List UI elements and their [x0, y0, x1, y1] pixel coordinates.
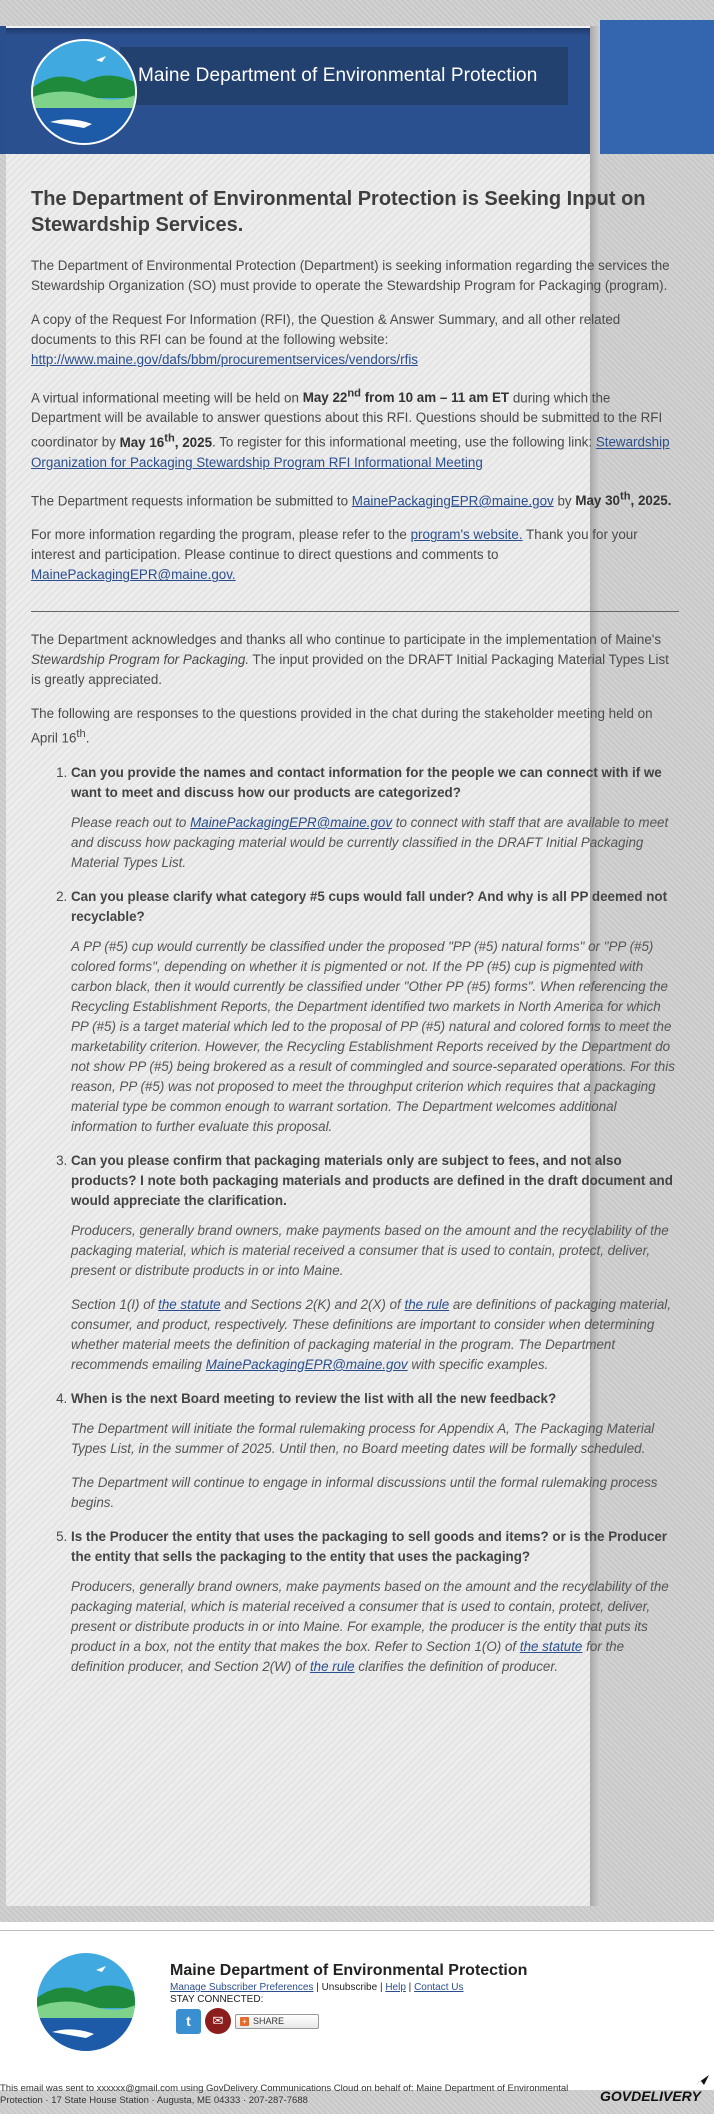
- header-shade: [6, 28, 590, 36]
- header: [6, 26, 590, 154]
- answer-5: [71, 1577, 681, 1677]
- more-info-text-b: Thank you for your interest and participation. Please continue to direct questions and comments to: [31, 527, 638, 563]
- share-label: SHARE: [253, 2016, 285, 2026]
- qa-item-4: [71, 1389, 681, 1513]
- header-org-name: Maine Department of Environmental Protection: [138, 65, 538, 86]
- responses-intro-text: The following are responses to the questions provided in the chat during the stakeholder meeting held on April 16: [31, 706, 653, 746]
- govdelivery-icon: [694, 2074, 710, 2086]
- ack-program-name: Stewardship Program for Packaging.: [31, 652, 250, 668]
- answer-3b: [71, 1295, 681, 1375]
- qa-item-1: [71, 763, 681, 873]
- footer-links: [170, 1982, 464, 1993]
- submission-date-year: , 2025.: [630, 493, 672, 509]
- question-deadline: [119, 432, 213, 450]
- contact-email-link[interactable]: MainePackagingEPR@maine.gov.: [31, 567, 236, 583]
- qa-item-5: [71, 1527, 681, 1677]
- answer-1-a: Please reach out to: [71, 814, 191, 830]
- social-icons: [176, 2008, 319, 2034]
- twitter-icon[interactable]: t: [176, 2009, 201, 2034]
- question-4: 4. When is the next Board meeting to review the list with all the new feedback?: [71, 1390, 557, 1406]
- share-plus-icon: +: [240, 2017, 249, 2026]
- submission-date-sup: th: [619, 490, 631, 503]
- footer-note: This email was sent to xxxxxx@gmail.com using GovDelivery Communications Cloud on behalf of: Maine Department of Environmental Protection · 17 State House Station · Augusta, ME 04333 · 207-287-7688: [0, 2083, 569, 2106]
- question-5: 5. Is the Producer the entity that uses the packaging to sell goods and items? or is the Producer the entity that sells the packaging to the entity that uses the packaging?: [71, 1528, 668, 1564]
- divider: [31, 611, 679, 612]
- rfi-link[interactable]: http://www.maine.gov/dafs/bbm/procurementservices/vendors/rfis: [31, 352, 419, 367]
- meeting-date-text: May 22: [302, 390, 348, 406]
- answer-4a: The Department will initiate the formal rulemaking process for Appendix A, The Packaging Material Types List, in the summer of 2025. Until then, no Board meeting dates will be formally scheduled.: [71, 1420, 655, 1456]
- deadline-year: , 2025: [174, 434, 213, 450]
- answer-5-statute-link[interactable]: the statute: [519, 1638, 583, 1654]
- answer-3b-4: with specific examples.: [407, 1356, 549, 1372]
- answer-5-3: clarifies the definition of producer.: [354, 1658, 559, 1674]
- page-title: The Department of Environmental Protection is Seeking Input on Stewardship Services.: [31, 188, 646, 236]
- qa-item-2: [71, 887, 681, 1137]
- dep-logo-icon: [30, 38, 138, 146]
- meeting-date: [303, 390, 509, 405]
- submission-text-a: The Department requests information be submitted to: [31, 493, 352, 509]
- meeting-paragraph: [31, 384, 681, 473]
- meeting-time: from 10 am – 11 am ET: [361, 390, 510, 406]
- qa-item-3: [71, 1151, 681, 1375]
- footer-divider: [0, 1930, 714, 1931]
- email-icon[interactable]: ✉: [205, 2008, 231, 2034]
- meeting-text-c: . To register for this informational meeting, use the following link:: [212, 434, 596, 450]
- share-button[interactable]: [235, 2014, 319, 2029]
- question-1: 1. Can you provide the names and contact information for the people we can connect with if we want to meet and discuss how our products are categorized?: [71, 764, 662, 800]
- more-info-paragraph: [31, 525, 681, 585]
- responses-intro: [31, 704, 681, 748]
- help-link[interactable]: Help: [385, 1982, 406, 1993]
- header-banner: [120, 47, 568, 105]
- intro-paragraph: The Department of Environmental Protection (Department) is seeking information regarding the services the Stewardship Organization (SO) must provide to operate the Stewardship Program for Packaging (program).: [31, 258, 670, 293]
- answer-4b: The Department will continue to engage in informal discussions until the formal rulemaking process begins.: [71, 1474, 658, 1510]
- deadline-sup: th: [164, 432, 175, 445]
- manage-preferences-link[interactable]: Manage Subscriber Preferences: [170, 1982, 314, 1993]
- govdelivery-brand[interactable]: GOVDELIVERY: [600, 2088, 701, 2104]
- rfi-text: A copy of the Request For Information (RFI), the Question & Answer Summary, and all other related documents to this RFI can be found at the following website:: [31, 312, 621, 347]
- meeting-register-link[interactable]: Stewardship Organization for Packaging Stewardship Program RFI Informational Meeting: [31, 434, 670, 470]
- submission-date: [575, 490, 672, 509]
- footer: [0, 1922, 714, 2090]
- meeting-date-sup: nd: [347, 388, 361, 400]
- ack-text-b: The input provided on the DRAFT Initial Packaging Material Types List is greatly appreciated.: [31, 652, 669, 688]
- answer-3b-1: Section 1(I) of: [71, 1296, 159, 1312]
- answer-5-1: Producers, generally brand owners, make payments based on the amount and the recyclability of the packaging material, which is material received a consumer that is used to contain, protect, deliver, present or distribute products in or into Maine. For example, the producer is the entity that puts its product in a box, not the entity that makes the box. Refer to Section 1(O) of: [71, 1578, 669, 1654]
- answer-5-2: for the definition producer, and Section 2(W) of: [71, 1638, 625, 1674]
- question-3: 3. Can you please confirm that packaging materials only are subject to fees, and not also products? I note both packaging materials and products are defined in the draft document and would appreciate the clarification.: [71, 1152, 673, 1208]
- answer-1-email-link[interactable]: MainePackagingEPR@maine.gov: [190, 814, 393, 830]
- header-accent: [600, 20, 714, 154]
- deadline-text: May 16: [119, 434, 165, 450]
- footer-title: Maine Department of Environmental Protection: [170, 1962, 528, 1979]
- stay-connected-label: STAY CONNECTED:: [170, 1994, 264, 2005]
- submission-email-link[interactable]: MainePackagingEPR@maine.gov: [351, 493, 554, 509]
- statute-link[interactable]: the statute: [158, 1296, 221, 1312]
- answer-3a: Producers, generally brand owners, make payments based on the amount and the recyclability of the packaging material, which is material received a consumer that is used to contain, protect, deliver, present or distribute products in or into Maine.: [71, 1222, 669, 1278]
- ack-text-a: The Department acknowledges and thanks all who continue to participate in the implementation of Maine's: [31, 632, 662, 648]
- submission-paragraph: [31, 487, 681, 511]
- acknowledgement-paragraph: [31, 630, 681, 690]
- contact-us-link[interactable]: Contact Us: [414, 1982, 464, 1993]
- submission-date-text: May 30: [575, 493, 620, 509]
- answer-1: [71, 813, 681, 873]
- unsubscribe-link[interactable]: Unsubscribe: [321, 1982, 378, 1993]
- sep: |: [377, 1982, 386, 1993]
- responses-intro-sup: th: [76, 728, 86, 741]
- submission-text-b: by: [553, 493, 576, 509]
- sep: |: [313, 1982, 322, 1993]
- meeting-text-a: A virtual informational meeting will be held on: [31, 390, 303, 406]
- answer-3b-3: are definitions of packaging material, consumer, and product, respectively. These definitions are important to consider when determining whether material meets the definition of packaging material in the program. The Department recommends emailing: [71, 1296, 671, 1372]
- question-2: 2. Can you please clarify what category #5 cups would fall under? And why is all PP deemed not recyclable?: [71, 888, 668, 924]
- responses-intro-end: .: [85, 730, 90, 746]
- answer-2: A PP (#5) cup would currently be classified under the proposed "PP (#5) natural forms" or "PP (#5) colored forms", depending on whether it is pigmented or not. If the PP (#5) cup is pigmented with carbon black, then it would currently be classified under "Other PP (#5) forms". When referencing the Recycling Establishment Reports, the Department identified two markets in North America for which PP (#5) is a target material which led to the proposal of PP (#5) natural and colored forms to meet the marketability criterion. However, the Recycling Establishment Reports received by the Department do not show PP (#5) being brokered as a result of commingled and source-separated operations. For this reason, PP (#5) was not proposed to meet the throughput criterion which requires that a packaging material type be common enough to warrant sortation. The Department welcomes additional information to further evaluate this proposal.: [71, 938, 675, 1134]
- answer-3b-email-link[interactable]: MainePackagingEPR@maine.gov: [205, 1356, 408, 1372]
- dep-logo-icon: [34, 1950, 138, 2054]
- meeting-text-b: during which the Department will be available to answer questions about this RFI. Questions should be submitted to the RFI coordinator by: [31, 390, 663, 450]
- answer-3b-2: and Sections 2(K) and 2(X) of: [220, 1296, 405, 1312]
- qa-list: [31, 763, 681, 1677]
- answer-1-b: to connect with staff that are available to meet and discuss how packaging material would be currently classified in the DRAFT Initial Packaging Material Types List.: [71, 814, 669, 870]
- main-content: [31, 186, 681, 1691]
- program-website-link[interactable]: program's website.: [410, 527, 523, 543]
- sep: |: [405, 1982, 415, 1993]
- answer-5-rule-link[interactable]: the rule: [309, 1658, 355, 1674]
- rfi-paragraph: [31, 310, 681, 370]
- more-info-text-a: For more information regarding the program, please refer to the: [31, 527, 411, 543]
- rule-link[interactable]: the rule: [404, 1296, 450, 1312]
